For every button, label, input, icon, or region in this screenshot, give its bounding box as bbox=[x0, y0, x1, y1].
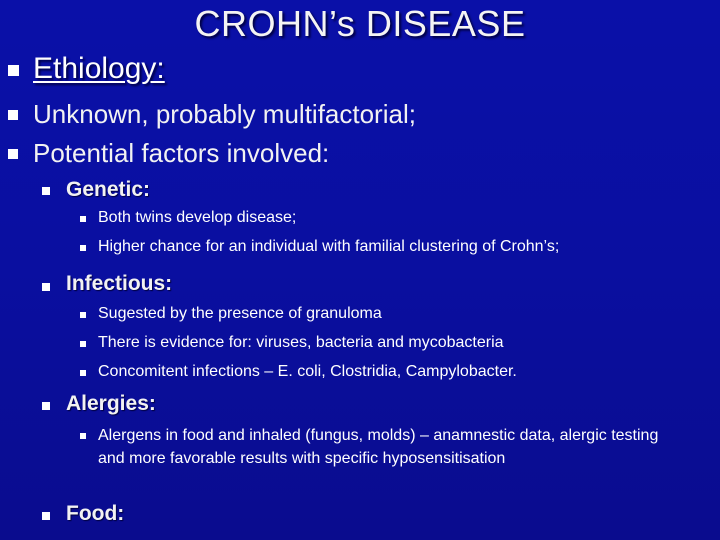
section-subtitle: Ethiology: bbox=[33, 52, 165, 85]
infectious-item: Concomitent infections – E. coli, Clostridia, Campylobacter. bbox=[98, 363, 517, 380]
bullet-square-icon bbox=[42, 283, 50, 291]
bullet-square-icon bbox=[80, 245, 86, 251]
genetic-item: Higher chance for an individual with familial clustering of Crohn’s; bbox=[98, 238, 560, 255]
bullet-square-icon bbox=[42, 512, 50, 520]
food-heading: Food: bbox=[66, 502, 125, 525]
bullet-square-icon bbox=[42, 402, 50, 410]
bullet-square-icon bbox=[80, 216, 86, 222]
bullet-square-icon bbox=[42, 187, 50, 195]
genetic-heading: Genetic: bbox=[66, 178, 151, 201]
bullet-square-icon bbox=[8, 65, 19, 76]
allergies-item: Alergens in food and inhaled (fungus, molds) – anamnestic data, alergic testing and more favorable results with specific hyposensitisation bbox=[98, 427, 659, 467]
bullet-square-icon bbox=[80, 433, 86, 439]
bullet-square-icon bbox=[80, 370, 86, 376]
bullet-square-icon bbox=[80, 341, 86, 347]
infectious-item: Sugested by the presence of granuloma bbox=[98, 305, 382, 322]
infectious-item: There is evidence for: viruses, bacteria and mycobacteria bbox=[98, 334, 504, 351]
slide-title: CROHN’s DISEASE bbox=[194, 3, 526, 44]
infectious-heading: Infectious: bbox=[66, 272, 173, 295]
bullet-square-icon bbox=[80, 312, 86, 318]
level1-item: Potential factors involved: bbox=[33, 138, 330, 168]
bullet-square-icon bbox=[8, 110, 18, 120]
genetic-item: Both twins develop disease; bbox=[98, 209, 297, 226]
bullet-square-icon bbox=[8, 149, 18, 159]
allergies-heading: Alergies: bbox=[66, 392, 156, 415]
level1-item: Unknown, probably multifactorial; bbox=[33, 99, 416, 129]
